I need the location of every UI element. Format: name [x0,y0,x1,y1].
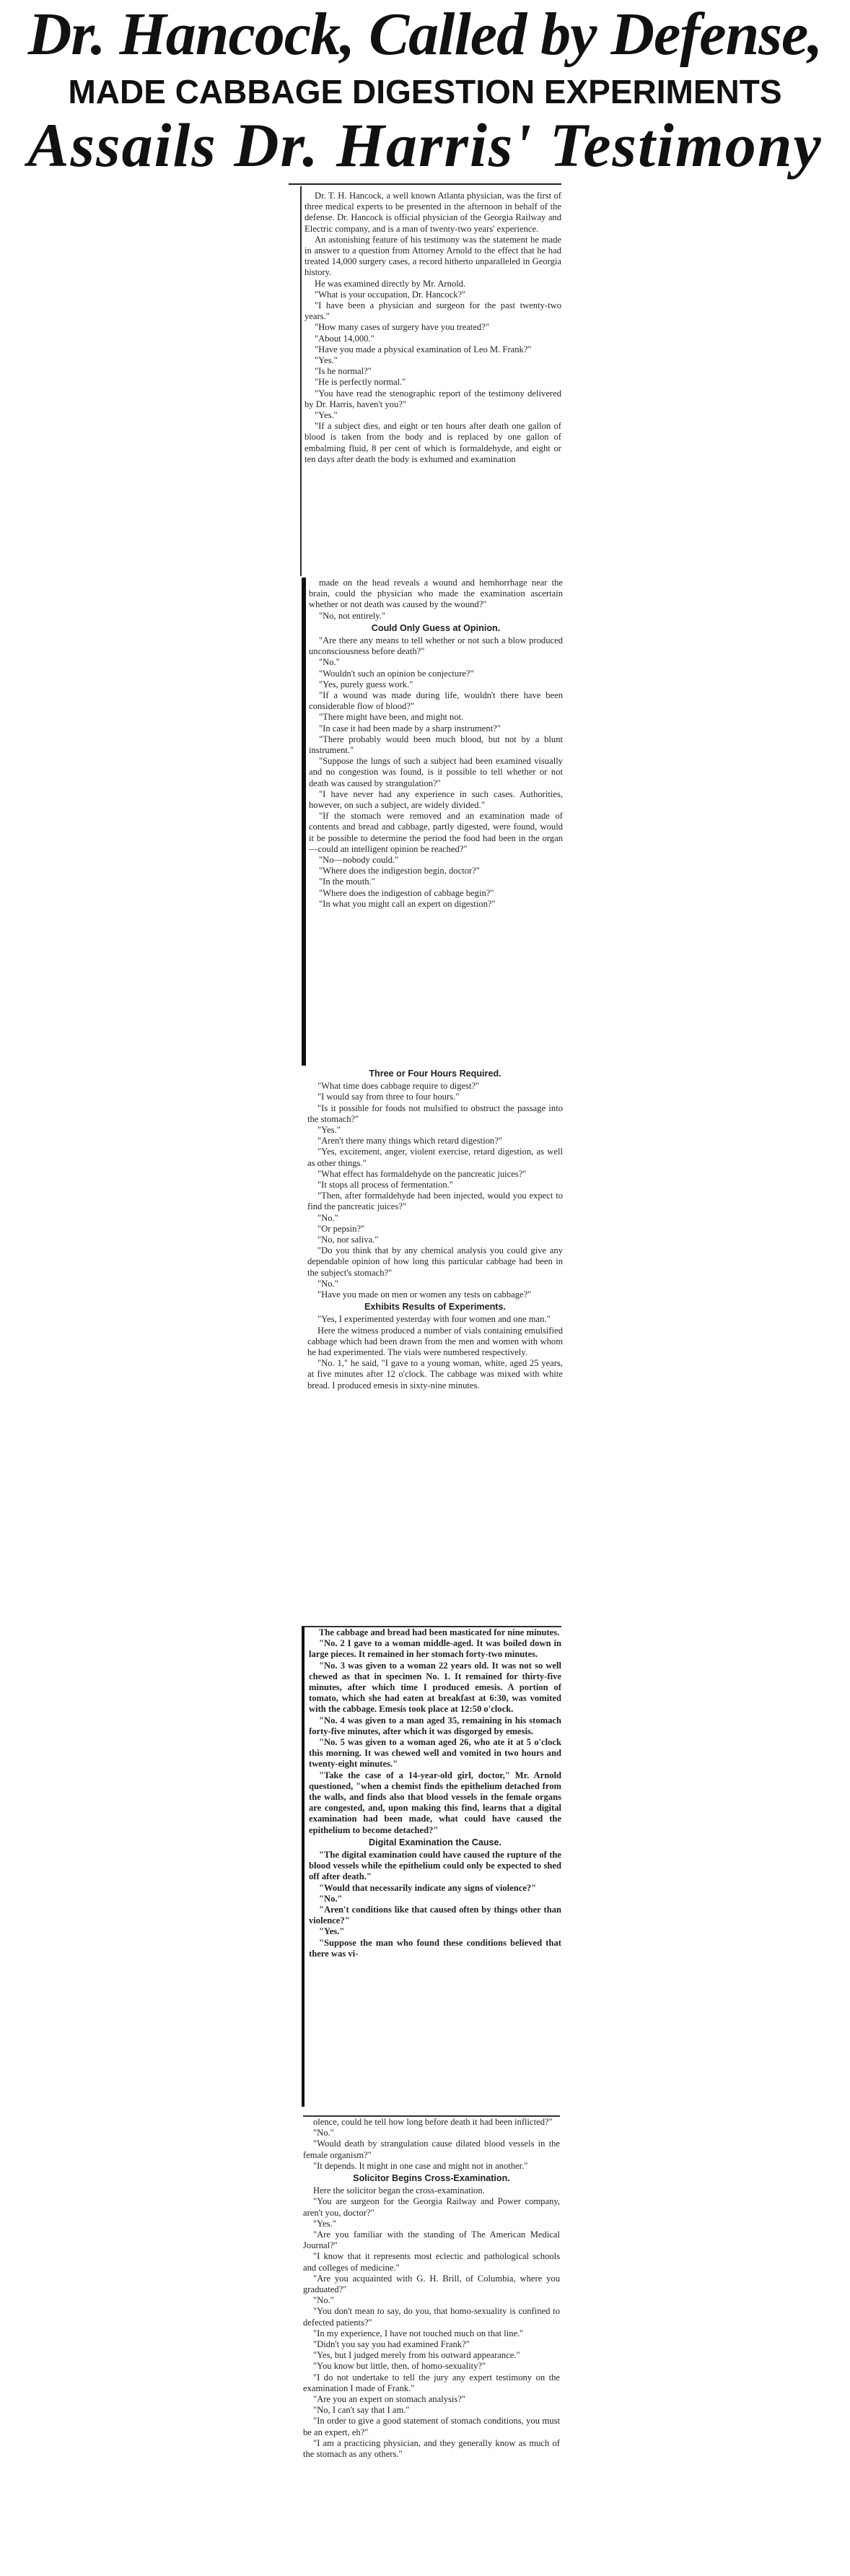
article-paragraph: An astonishing feature of his testimony was the statement he made in answer to a question from Attorney Arnold to the effect that he had treated 14,000 surgery cases, a record hitherto unparalleled in Georgia history. [304,234,561,278]
article-paragraph: "It depends. It might in one case and might not in another." [313,2160,528,2171]
article-column-segment-5 [303,2115,560,2572]
article-paragraph: "In case it had been made by a sharp instrument?" [319,723,501,734]
headline-rule [289,183,561,185]
article-paragraph: "Are there any means to tell whether or not such a blow produced unconsciousness before death?" [309,635,563,657]
article-paragraph: "If a wound was made during life, wouldn't there have been considerable flow of blood?" [309,690,563,712]
article-paragraph: "No, nor saliva." [317,1235,379,1245]
article-paragraph: "In my experience, I have not touched much on that line." [313,2328,524,2338]
article-paragraph: "No." [317,1278,338,1289]
article-paragraph: "Yes." [315,410,338,421]
article-paragraph: "There probably would been much blood, but not by a blunt instrument." [309,734,563,756]
section-subhead: Exhibits Results of Experiments. [364,1302,506,1313]
article-paragraph: "If the stomach were removed and an examination made of contents and bread and cabbage, partly digested, were found, would it be possible to determine the period the food had been in the organ—could an intelligent opinion be reached?" [309,811,563,854]
article-paragraph: "Yes." [319,1926,345,1937]
article-paragraph: "Would death by strangulation cause dilated blood vessels in the female organism?" [303,2138,560,2160]
article-paragraph: "No." [319,1893,343,1904]
article-paragraph: "There might have been, and might not. [319,712,464,723]
article-paragraph: "Yes, excitement, anger, violent exercise, retard digestion, as well as other things." [307,1146,563,1168]
article-paragraph: "No, not entirely." [319,610,386,621]
article-paragraph: "Are you acquainted with G. H. Brill, of Columbia, where you graduated?" [303,2273,560,2295]
article-paragraph: "Suppose the lungs of such a subject had been examined visually and no congestion was found, is it possible to tell whether or not death was caused by strangulation?" [309,756,563,788]
article-paragraph: "No." [317,1212,338,1223]
article-paragraph: "You know but little, then, of homo-sexuality?" [313,2361,486,2372]
section-subhead: Solicitor Begins Cross-Examination. [353,2173,510,2184]
section-subhead: Three or Four Hours Required. [369,1069,501,1079]
article-paragraph: "Didn't you say you had examined Frank?" [313,2339,470,2350]
article-paragraph: "No. 2 I gave to a woman middle-aged. It was boiled down in large pieces. It remained in her stomach forty-two minutes. [309,1638,561,1660]
article-paragraph: "The digital examination could have caused the rupture of the blood vessels while the epithelium could only be expected to shed off after death." [309,1850,561,1882]
article-column-segment-3 [307,1067,563,1623]
section-subhead: Digital Examination the Cause. [368,1837,502,1848]
section-subhead: Could Only Guess at Opinion. [371,622,501,633]
article-column-segment-2 [302,578,563,1066]
article-paragraph: "Have you made on men or women any tests on cabbage?" [317,1289,532,1300]
article-paragraph: "Yes, purely guess work." [319,679,413,689]
article-paragraph: "Yes, but I judged merely from his outward appearance." [313,2350,520,2361]
article-paragraph: "Yes." [313,2218,336,2229]
article-paragraph: made on the head reveals a wound and hemhorrhage near the brain, could the physician who made the examination ascertain whether or not death was caused by the wound?" [309,578,563,610]
article-paragraph: "Yes." [315,355,338,366]
column-left-rule [300,186,302,576]
article-paragraph: "In the mouth." [319,876,375,887]
article-paragraph: "Where does the indigestion of cabbage begin?" [319,887,494,898]
article-paragraph: "I have been a physician and surgeon for the past twenty-two years." [304,300,561,322]
headline-line-2: MADE CABBAGE DIGESTION EXPERIMENTS [68,73,782,110]
article-paragraph: "You are surgeon for the Georgia Railway and Power company, aren't you, doctor?" [303,2196,560,2218]
article-column-segment-4 [302,1626,561,2107]
article-paragraph: "Then, after formaldehyde had been injected, would you expect to find the pancreatic juices?" [307,1191,563,1212]
article-paragraph: "What time does cabbage require to digest?" [317,1081,480,1092]
article-paragraph: "He is perfectly normal." [315,377,406,388]
article-paragraph: "Where does the indigestion begin, doctor?" [319,866,480,876]
article-paragraph: "Are you familiar with the standing of The American Medical Journal?" [303,2229,560,2251]
article-paragraph: "I am a practicing physician, and they generally know as much of the stomach as any others." [303,2437,560,2460]
article-paragraph: Dr. T. H. Hancock, a well known Atlanta physician, was the first of three medical experts to be presented in the afternoon in behalf of the defense. Dr. Hancock is official physician of the Georgia Railway and Electric company, and is a man of twenty-two years' experience. [304,191,561,234]
article-paragraph: "Do you think that by any chemical analysis you could give any dependable opinion of how long this particular cabbage had been in the subject's stomach?" [307,1245,563,1278]
article-paragraph: "Wouldn't such an opinion be conjecture?" [319,668,474,679]
article-paragraph: "No, I can't say that I am." [313,2405,410,2416]
headline-line-1: Dr. Hancock, Called by Defense, [27,1,823,68]
article-paragraph: "No." [313,2295,334,2306]
article-paragraph: "If a subject dies, and eight or ten hours after death one gallon of blood is taken from the body and is replaced by one gallon of embalming fluid, 8 per cent of which is formaldehyde, and eight or ten days after death the body is exhumed and examination [304,421,561,464]
article-paragraph: "No. 1," he said, "I gave to a young woman, white, aged 25 years, at five minutes after 12 o'clock. The cabbage was mixed with white bread. I produced emesis in sixty-nine minutes. [307,1358,563,1391]
article-paragraph: "Yes, I experimented yesterday with four women and one man." [317,1314,551,1325]
article-paragraph: "No—nobody could." [319,855,399,866]
article-paragraph: "About 14,000." [315,333,374,344]
article-paragraph: "I do not undertake to tell the jury any expert testimony on the examination I made of Frank." [303,2372,560,2393]
article-paragraph: "Take the case of a 14-year-old girl, doctor," Mr. Arnold questioned, "when a chemist finds the epithelium detached from the walls, and finds also that blood vessels in the female organs are congested, and, upon making this find, learns that a digital examination had been made, what could have caused the epithelium to become detached?" [309,1770,561,1835]
article-paragraph: "How many cases of surgery have you treated?" [315,322,489,333]
article-paragraph: "No." [319,657,340,668]
article-paragraph: "What effect has formaldehyde on the pancreatic juices?" [317,1168,527,1179]
article-paragraph: "You have read the stenographic report of the testimony delivered by Dr. Harris, haven't you?" [304,388,561,409]
article-paragraph: "No." [313,2128,334,2138]
article-paragraph: "Are you an expert on stomach analysis?" [313,2394,466,2405]
article-paragraph: "No. 5 was given to a woman aged 26, who ate it at 5 o'clock this morning. It was chewed well and vomited in two hours and twenty-eight minutes." [309,1737,561,1770]
article-paragraph: olence, could he tell how long before death it had been inflicted?" [313,2117,553,2127]
article-paragraph: The cabbage and bread had been masticated for nine minutes. [319,1627,560,1637]
article-paragraph: "In what you might call an expert on digestion?" [319,898,496,909]
article-paragraph: "Yes." [317,1125,341,1136]
article-paragraph: "No. 3 was given to a woman 22 years old. It was not so well chewed as that in specimen No. 1. It remained for thirty-five minutes, after which time I produced emesis. A portion of tomato, which she had eaten at breakfast at 6:30, was vomited with the cabbage. Emesis took place at 12:50 o'clock. [309,1660,561,1715]
article-paragraph: He was examined directly by Mr. Arnold. [315,278,466,289]
article-column-segment-1 [304,191,561,572]
headline-line-3: Assails Dr. Harris' Testimony [27,110,823,180]
article-paragraph: "Is it possible for foods not mulsified to obstruct the passage into the stomach?" [307,1102,563,1124]
article-paragraph: "Aren't conditions like that caused often by things other than violence?" [309,1905,561,1926]
article-paragraph: "No. 4 was given to a man aged 35, remaining in his stomach forty-five minutes, after which it was disgorged by emesis. [309,1715,561,1736]
article-paragraph: "Suppose the man who found these conditions believed that there was vi- [309,1937,561,1959]
article-paragraph: "I would say from three to four hours." [317,1092,460,1102]
article-paragraph: "What is your occupation, Dr. Hancock?" [315,289,466,300]
article-paragraph: "Have you made a physical examination of Leo M. Frank?" [315,344,532,354]
article-paragraph: Here the solicitor began the cross-examination. [313,2185,485,2196]
article-paragraph: "I know that it represents most eclectic and pathological schools and colleges of medicine." [303,2251,560,2273]
article-paragraph: Here the witness produced a number of vials containing emulsified cabbage which had been drawn from the men and women with whom he had experimented. The vials were numbered respectively. [307,1325,563,1358]
article-paragraph: "Aren't there many things which retard digestion?" [317,1136,502,1146]
article-paragraph: "Is he normal?" [315,366,372,377]
article-paragraph: "Would that necessarily indicate any signs of violence?" [319,1882,537,1893]
article-paragraph: "In order to give a good statement of stomach conditions, you must be an expert, eh?" [303,2416,560,2437]
article-paragraph: "You don't mean to say, do you, that homo-sexuality is confined to defected patients?" [303,2306,560,2328]
article-paragraph: "I have never had any experience in such cases. Authorities, however, on such a subject, are widely divided." [309,788,563,811]
article-paragraph: "It stops all process of fermentation." [317,1180,453,1191]
article-paragraph: "Or pepsin?" [317,1223,365,1234]
